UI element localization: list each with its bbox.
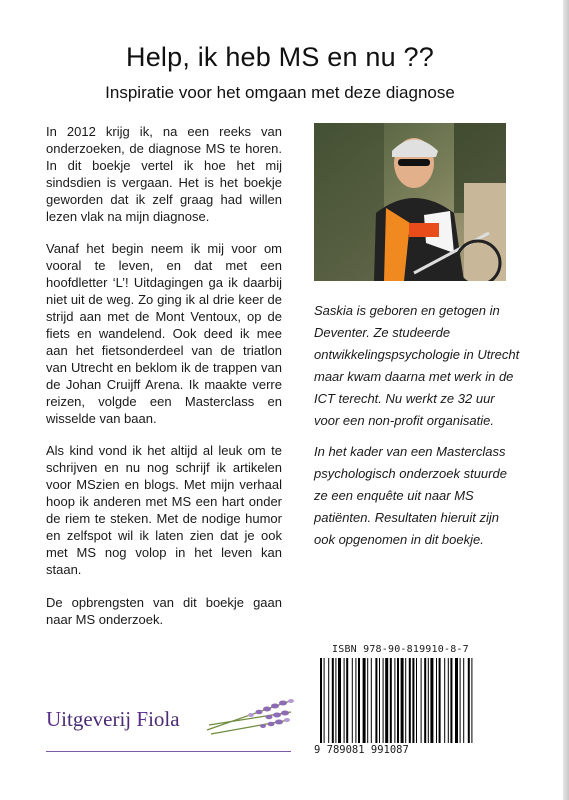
- publisher-underline: [46, 751, 291, 752]
- book-subtitle: Inspiratie voor het omgaan met deze diagnose: [105, 83, 455, 102]
- bio-paragraph: Saskia is geboren en getogen in Deventer. Ze studeerde ontwikkelingspsychologie in Utrecht maar kwam daarna met werk in de ICT terecht. Nu werkt ze 32 uur voor een non-profit organisatie.: [314, 303, 520, 428]
- barcode-digits: 9 789081 991087: [314, 743, 494, 756]
- blurb-paragraph: Vanaf het begin neem ik mij voor om vooral te leven, en dat met een hoofdletter ‘L’! Uitdagingen ga ik daarbij niet uit de weg. Zo ging ik al drie keer de strijd aan met de Mont Ventoux, op de fiets en wandelend. Ook deed ik mee aan het fietsonderdeel van de triatlon van Utrecht en beklom ik de trappen van de Johan Cruijff Arena. Ik maakte verre reizen, volgde een Masterclass en wisselde van baan.: [46, 241, 282, 426]
- publisher-logo: Uitgeverij Fiola: [46, 707, 180, 731]
- lavender-illustration: [205, 690, 295, 735]
- page-edge: [563, 0, 569, 800]
- blurb-paragraph: Als kind vond ik het altijd al leuk om te schrijven en nu nog schrijf ik artikelen voor MSzien en blogs. Met mijn verhaal hoop ik anderen met MS een hart onder de riem te steken. Met de nodige humor en zelfspot wil ik laten zien dat je ook met MS nog volop in het leven kan staan.: [46, 443, 282, 577]
- isbn-barcode: [314, 658, 482, 750]
- bio-paragraph: In het kader van een Masterclass psychologisch onderzoek stuurde ze een enquête uit naar MS patiënten. Resultaten hieruit zijn ook opgenomen in dit boekje.: [314, 444, 507, 547]
- author-photo: [314, 123, 506, 281]
- isbn-label: ISBN 978-90-819910-8-7: [332, 644, 469, 655]
- author-bio: [314, 300, 522, 560]
- blurb-paragraph: De opbrengsten van dit boekje gaan naar MS onderzoek.: [46, 594, 282, 627]
- book-title: Help, ik heb MS en nu ??: [126, 42, 434, 72]
- blurb-column: [46, 124, 282, 644]
- blurb-paragraph: In 2012 krijg ik, na een reeks van onderzoeken, de diagnose MS te horen. In dit boekje vertel ik hoe het mij sindsdien is vergaan. Het is het boekje geworden dat ik zelf graag had willen lezen vlak na mijn diagnose.: [46, 124, 282, 224]
